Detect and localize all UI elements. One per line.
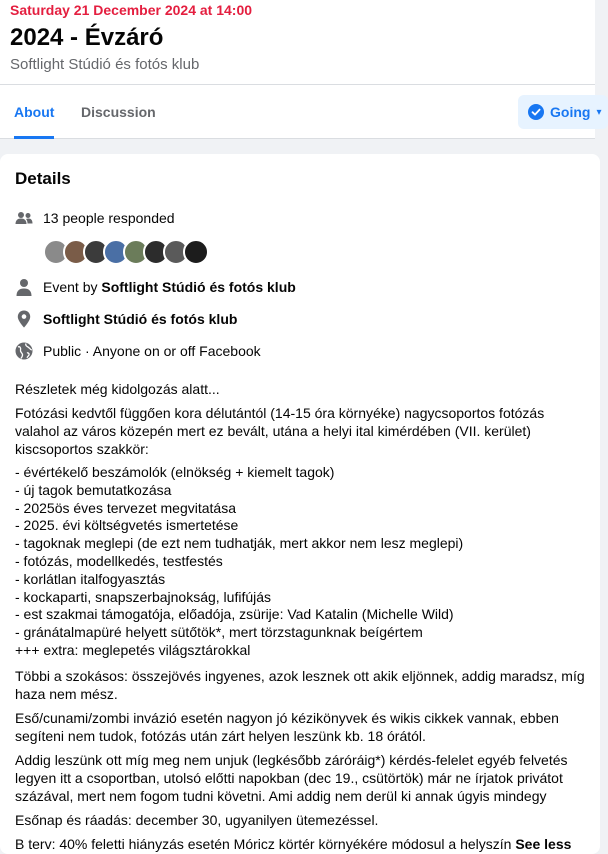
description-paragraph: Eső/cunami/zombi invázió esetén nagyon jó kézikönyvek és wikis cikkek vannak, ebben segíteni nem tudok, fotózás után zárt helyen leszünk kb. 18 órától. [15, 709, 559, 744]
agenda-item: - 2025. évi költségvetés ismertetése [15, 517, 239, 534]
description-paragraph: B terv: 40% feletti hiányzás esetén Móricz körtér környékére módosul a helyszín [15, 835, 516, 852]
agenda-item: - tagoknak meglepi (de ezt nem tudhatják, mert akkor nem lesz meglepi) [15, 535, 464, 552]
responded-count: 13 people responded [43, 210, 175, 226]
description-paragraph-last [15, 835, 585, 853]
chevron-down-icon: ▾ [596, 106, 602, 118]
agenda-item: - kockaparti, snapszerbajnokság, lufifújás [15, 588, 272, 605]
responded-row[interactable] [15, 209, 585, 227]
location-row[interactable] [15, 310, 585, 328]
agenda-item: - gránátalmapüré helyett sütőtök*, mert törzstagunknak beígértem [15, 624, 423, 641]
going-button[interactable] [518, 95, 608, 129]
tab-bar [0, 85, 602, 139]
agenda-item: - korlátlan italfogyasztás [15, 570, 166, 587]
agenda-item: - új tagok bemutatkozása [15, 481, 172, 498]
person-icon [15, 278, 33, 296]
agenda-list [15, 464, 585, 660]
event-by-prefix: Event by [43, 279, 102, 295]
agenda-item: - est szakmai támogatója, előadója, zsürije: Vad Katalin (Michelle Wild) [15, 606, 454, 623]
description-paragraph: Fotózási kedvtől függően kora délutántól (14-15 óra környéke) nagycsoportos fotózás valahol az város közepén mert ez bevált, utána a helyi ital kimérdében (VII. kerület) kiscsoportos szakkör: [15, 405, 545, 457]
tab-discussion[interactable]: Discussion [81, 104, 156, 120]
details-card [0, 154, 600, 854]
tab-about[interactable]: About [14, 85, 54, 139]
description-paragraph: Esőnap és ráadás: december 30, ugyanilyen ütemezéssel. [15, 811, 379, 828]
event-by-row [15, 278, 585, 296]
check-circle-icon [528, 104, 544, 120]
going-label: Going [550, 104, 591, 120]
event-organizer[interactable]: Softlight Stúdió és fotós klub [10, 56, 200, 73]
description-paragraph: Részletek még kidolgozás alatt... [15, 381, 220, 397]
avatar[interactable] [183, 239, 209, 265]
agenda-item: +++ extra: meglepetés világsztárokkal [15, 641, 251, 658]
location-pin-icon [15, 310, 33, 328]
avatar-group[interactable] [43, 239, 585, 265]
details-heading: Details [15, 169, 71, 188]
event-date: Saturday 21 December 2024 at 14:00 [10, 2, 253, 18]
event-description [15, 380, 585, 853]
privacy-text: Public · Anyone on or off Facebook [43, 343, 261, 359]
agenda-item: - 2025ös éves tervezet megvitatása [15, 499, 237, 516]
agenda-item: - évértékelő beszámolók (elnökség + kiemelt tagok) [15, 464, 335, 480]
people-icon [15, 209, 33, 227]
see-less-link[interactable]: See less [515, 835, 572, 852]
description-paragraph: Addig leszünk ott míg meg nem unjuk (legkésőbb záróráig*) kérdés-felelet egyéb felvetés legyen itt a csoportban, utolsó előtti napokban (dec 19., csütörtök) már ne írjatok privátot százával, mert nem fogom tudni követni. Ami addig nem derül ki annak úgyis mindegy [15, 751, 568, 804]
description-paragraph: Többi a szokásos: összejövés ingyenes, azok lesznek ott akik eljönnek, addig maradsz, míg haza nem mész. [15, 667, 585, 702]
globe-icon [15, 342, 33, 360]
agenda-item: - fotózás, modellkedés, testfestés [15, 552, 223, 569]
event-title: 2024 - Évzáró [10, 24, 164, 51]
privacy-row [15, 342, 585, 360]
location-name: Softlight Stúdió és fotós klub [43, 311, 238, 327]
event-header [0, 0, 595, 84]
event-by-name[interactable]: Softlight Stúdió és fotós klub [101, 279, 296, 295]
